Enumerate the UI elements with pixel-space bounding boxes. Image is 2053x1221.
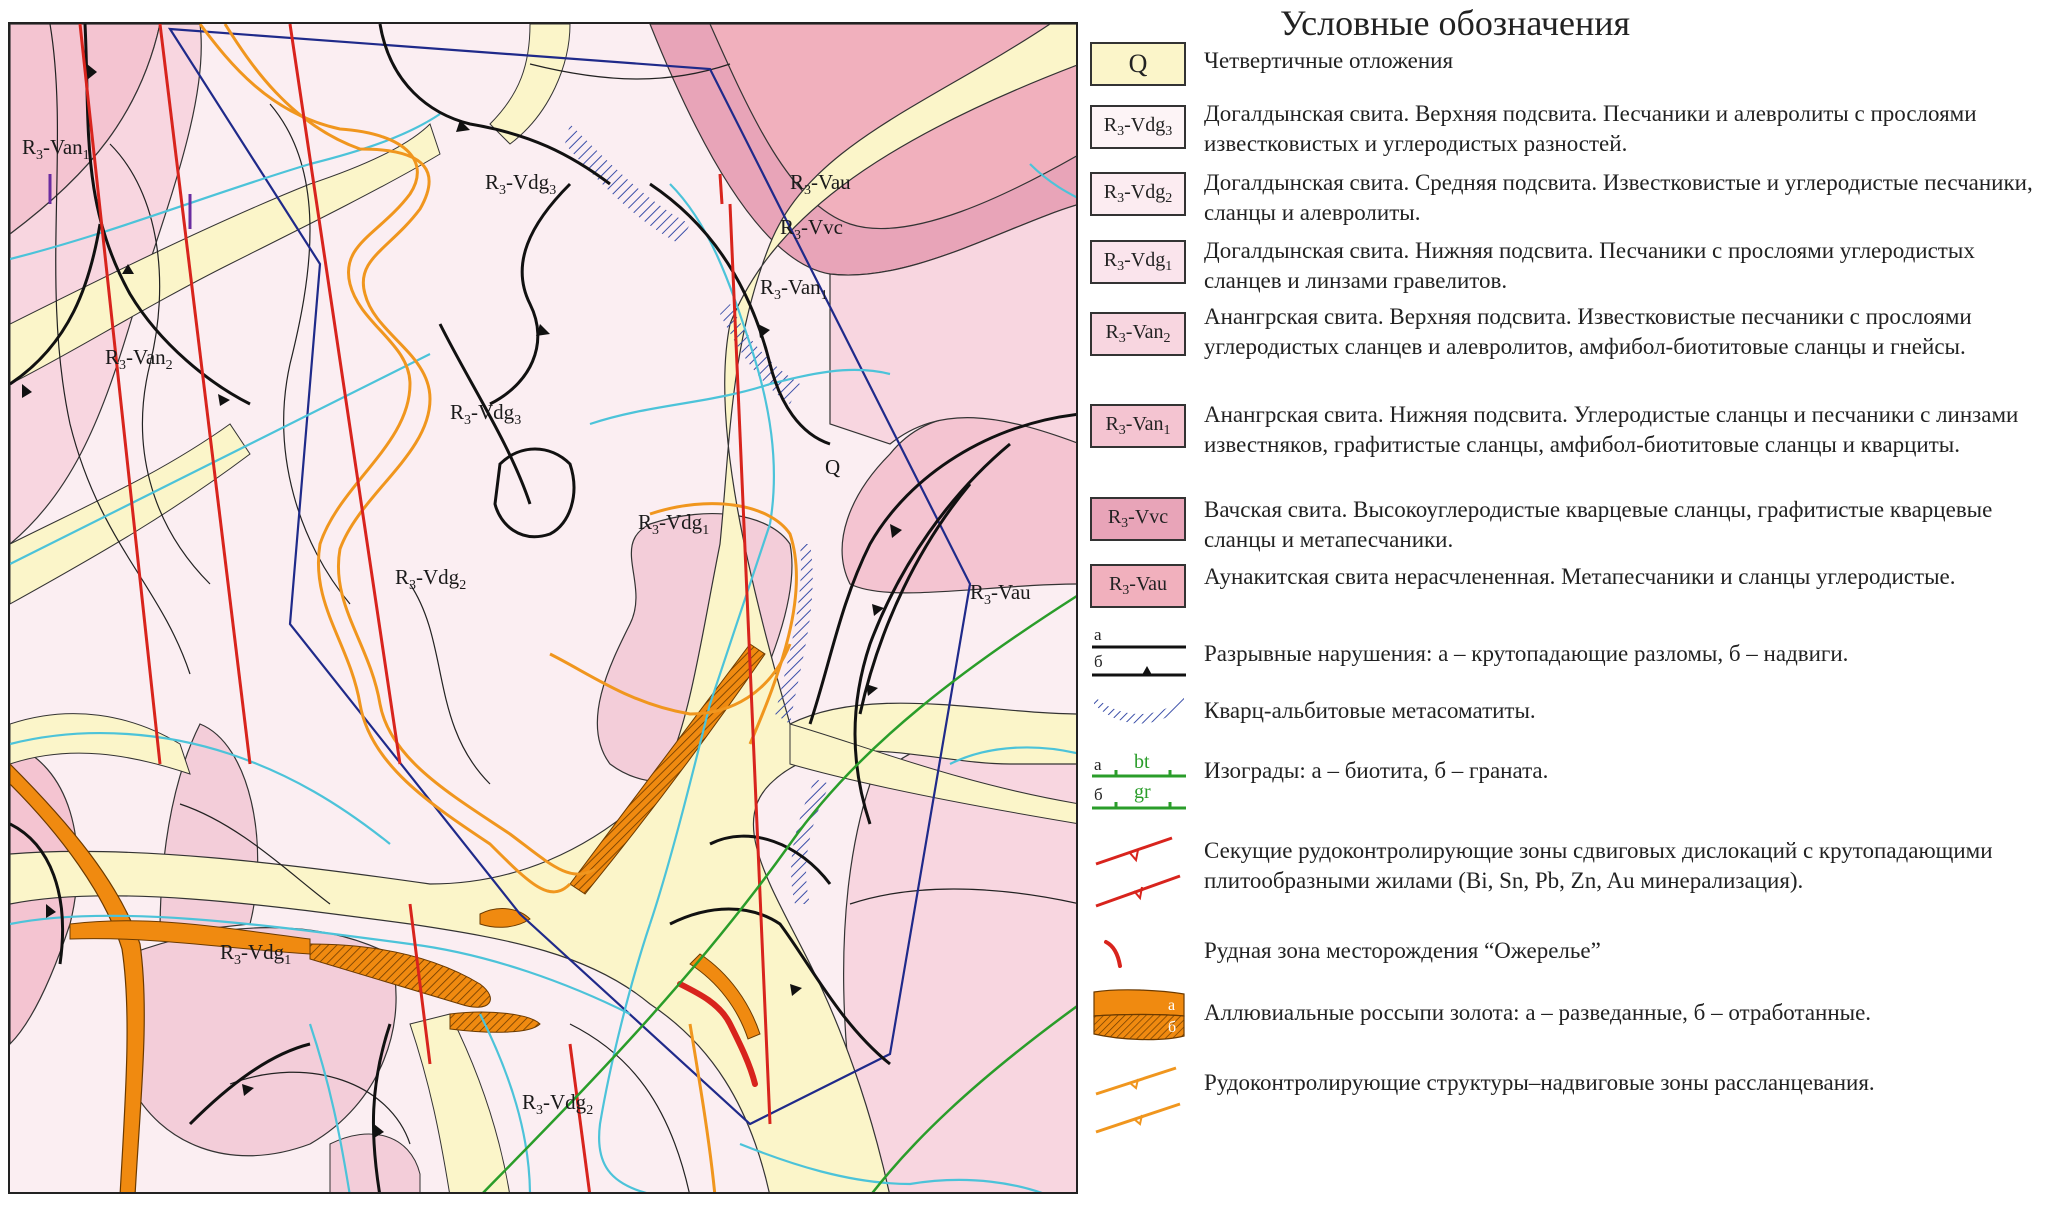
legend-code: $R_3$-Vvc bbox=[1107, 506, 1169, 531]
legend-code: $R_3-Van_1$ bbox=[1105, 413, 1171, 438]
legend-text-placers: Аллювиальные россыпи золота: а – разведанные, б – отработанные. bbox=[1204, 1000, 1872, 1025]
legend-text-van2: Анангрская свита. Верхняя подсвита. Известковистые песчаники с прослоями углеродистых сланцев и алевролитов, амфибол-биотитовые сланцы и гнейсы. bbox=[1204, 304, 1972, 359]
thrust-zone-symbol-icon bbox=[1090, 1066, 1188, 1136]
code-subscript: 3 bbox=[1165, 124, 1173, 139]
valley-north bbox=[490, 24, 570, 144]
code-subscript: 3 bbox=[1117, 124, 1125, 139]
metasomatite-southeast bbox=[791, 779, 830, 904]
legend-code: $R_3-Vdg_3$ bbox=[1103, 114, 1173, 139]
legend-code: $R_3-Vdg_1$ bbox=[1103, 249, 1173, 274]
fault-symbol-icon bbox=[1090, 625, 1188, 681]
map-label: Q bbox=[825, 455, 841, 479]
map-label: $R_3-Vdg_3$ bbox=[450, 400, 522, 428]
legend-text-isograds: Изограды: а – биотита, б – граната. bbox=[1204, 758, 1549, 783]
shear-zone-symbol-icon bbox=[1090, 836, 1188, 908]
legend-text-vdg1: Догалдынская свита. Нижняя подсвита. Песчаники с прослоями углеродистых сланцев и линзами гравелитов. bbox=[1204, 238, 1975, 293]
placer-sym-b: б bbox=[1168, 1019, 1177, 1036]
legend-text-faults: Разрывные нарушения: а – крутопадающие разломы, б – надвиги. bbox=[1204, 641, 1849, 666]
code-subscript: 3 bbox=[1118, 331, 1126, 346]
code-subscript: 3 bbox=[1117, 191, 1125, 206]
valley-south bbox=[410, 1014, 510, 1194]
placer-symbol-icon bbox=[1090, 986, 1188, 1046]
legend-code: Q bbox=[1128, 49, 1148, 78]
legend-text-vvc: Вачская свита. Высокоуглеродистые кварцевые сланцы, графитистые кварцевые сланцы и метапесчаники. bbox=[1204, 497, 1993, 552]
code-subscript: 2 bbox=[1163, 331, 1171, 346]
legend-text-shear: Секущие рудоконтролирующие зоны сдвиговых дислокаций с крутопадающими плитообразными жилами (Bi, Sn, Pb, Zn, Au минерализация). bbox=[1204, 838, 1993, 893]
legend-swatch-vau bbox=[1090, 564, 1186, 608]
legend-swatch-vdg3 bbox=[1090, 105, 1186, 149]
geological-map bbox=[8, 22, 1078, 1194]
map-label: $R_3-Vdg_1$ bbox=[220, 940, 292, 968]
map-canvas bbox=[10, 24, 1078, 1194]
legend-code: $R_3-Van_2$ bbox=[1105, 321, 1171, 346]
map-label: $R_3$-Vau bbox=[970, 580, 1031, 608]
map-label: $R_3-Van_2$ bbox=[105, 345, 173, 373]
isograd-sym-b: б bbox=[1094, 785, 1103, 804]
formation-areas bbox=[10, 24, 1078, 1194]
ore-zone-symbol-icon bbox=[1090, 936, 1188, 972]
legend-swatch-quaternary bbox=[1090, 42, 1186, 86]
legend-text-thrust-zones: Рудоконтролирующие структуры–надвиговые зоны рассланцевания. bbox=[1204, 1070, 1875, 1095]
legend-swatch-van1 bbox=[1090, 404, 1186, 448]
isograd-sym-a: а bbox=[1094, 755, 1102, 774]
map-label: $R_3-Vdg_2$ bbox=[522, 1090, 594, 1118]
placer-sym-a: а bbox=[1168, 997, 1176, 1014]
map-label: $R_3-Vdg_1$ bbox=[638, 510, 710, 538]
legend-code: $R_3$-Vau bbox=[1108, 573, 1168, 598]
fault-sym-b: б bbox=[1094, 652, 1103, 671]
legend-text-vdg2: Догалдынская свита. Средняя подсвита. Известковистые и углеродистые песчаники, сланцы и алевролиты. bbox=[1204, 170, 2033, 225]
isograd-bt: bt bbox=[1134, 752, 1150, 773]
legend-text-quaternary: Четвертичные отложения bbox=[1204, 48, 1454, 73]
code-subscript: 1 bbox=[1163, 423, 1171, 438]
code-subscript: 3 bbox=[1117, 259, 1125, 274]
legend-text-vau: Аунакитская свита нерасчлененная. Метапесчаники и сланцы углеродистые. bbox=[1204, 564, 1956, 589]
map-label: $R_3$-Vvc bbox=[780, 215, 843, 243]
code-subscript: 3 bbox=[1122, 583, 1130, 598]
metasomatite-hatch-icon bbox=[1090, 690, 1188, 730]
legend-code: $R_3-Vdg_2$ bbox=[1103, 181, 1173, 206]
isograd-gr: gr bbox=[1134, 781, 1151, 803]
code-subscript: 1 bbox=[1165, 259, 1173, 274]
legend-swatch-vdg1 bbox=[1090, 240, 1186, 284]
isograd-symbol-icon bbox=[1090, 752, 1188, 816]
legend-text-ore-zone: Рудная зона месторождения “Ожерелье” bbox=[1204, 938, 1601, 963]
map-label: $R_3-Van_1$ bbox=[22, 135, 90, 163]
legend-text-van1: Анангрская свита. Нижняя подсвита. Углеродистые сланцы и песчаники с линзами известняков, графитистые сланцы, амфибол-биотитовые сланцы и кварциты. bbox=[1204, 402, 2019, 457]
legend-text-vdg3: Догалдынская свита. Верхняя подсвита. Песчаники и алевролиты с прослоями известковистых и углеродистых разностей. bbox=[1204, 101, 1977, 156]
code-subscript: 3 bbox=[1118, 423, 1126, 438]
map-label: $R_3-Vdg_2$ bbox=[395, 565, 467, 593]
legend-swatch-vdg2 bbox=[1090, 172, 1186, 216]
legend-text-metasomatites: Кварц-альбитовые метасоматиты. bbox=[1204, 698, 1536, 723]
map-label: $R_3-Vdg_3$ bbox=[485, 170, 557, 198]
legend-swatch-van2 bbox=[1090, 312, 1186, 356]
fault-sym-a: а bbox=[1094, 625, 1102, 644]
legend-panel bbox=[1090, 0, 2050, 1221]
map-label: $R_3$-Vau bbox=[790, 170, 851, 198]
placer-worked-2 bbox=[450, 1012, 540, 1032]
legend-swatch-vvc bbox=[1090, 497, 1186, 541]
map-label: $R_3-Van_1$ bbox=[760, 275, 828, 303]
code-subscript: 2 bbox=[1165, 191, 1173, 206]
legend-title: Условные обозначения bbox=[1280, 3, 1631, 43]
code-subscript: 3 bbox=[1121, 516, 1129, 531]
